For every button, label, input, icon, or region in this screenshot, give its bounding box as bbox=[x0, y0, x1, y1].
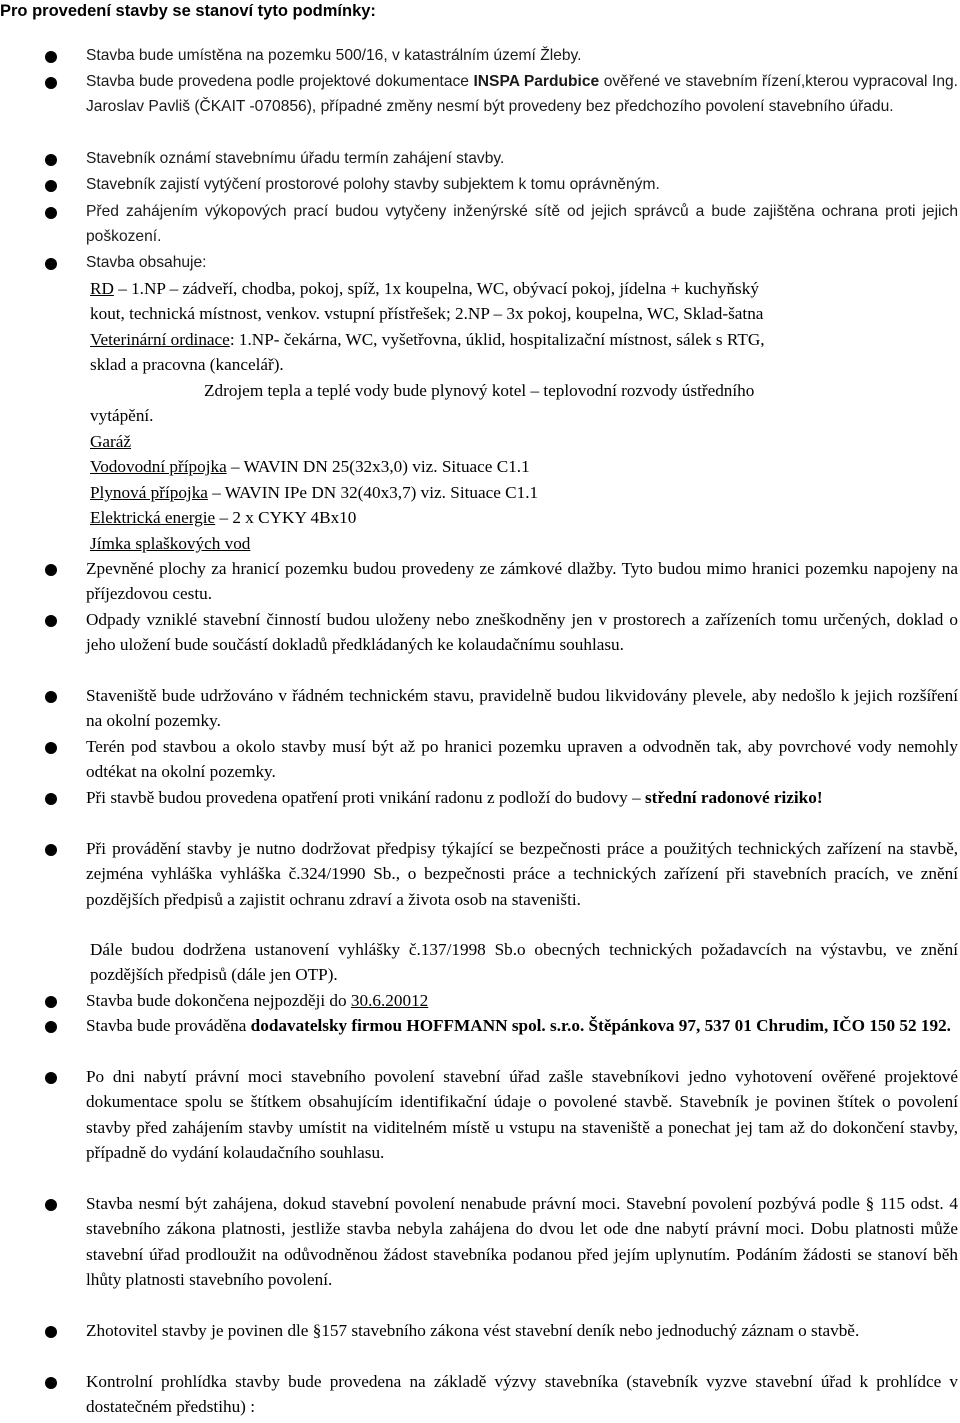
page-heading: Pro provedení stavby se stanoví tyto podmínky: bbox=[0, 2, 376, 20]
bullet-icon bbox=[45, 742, 57, 754]
contents-vet-2: sklad a pracovna (kancelář). bbox=[90, 355, 284, 374]
bullet-icon bbox=[45, 1199, 57, 1211]
radon-text: Při stavbě budou provedena opatření proti vnikání radonu z podloží do budovy – bbox=[86, 788, 645, 807]
contents-rd bbox=[90, 276, 956, 301]
contents-sump: Jímka splaškových vod bbox=[90, 534, 251, 553]
contents-vet bbox=[90, 327, 765, 352]
contents-rd-2: kout, technická místnost, venkov. vstupní přístřešek; 2.NP – 3x pokoj, koupelna, WC, Sklad-šatna bbox=[90, 304, 764, 323]
water-text: – WAVIN DN 25(32x3,0) viz. Situace C1.1 bbox=[226, 457, 530, 476]
bullet-icon bbox=[45, 51, 57, 63]
condition-documentation bbox=[86, 69, 958, 120]
condition-permit-label: Po dni nabytí právní moci stavebního povolení stavební úřad zašle stavebníkovi jedno vyhotovení ověřené projektové dokumentace spolu se štítkem obsahujícím identifikační údaje o povolené stavbě. Stavebník je povinen štítek o povolení stavby před zahájením stavby umístit na viditelném místě u vstupu na staveniště a ponechat jej tam až do dokončení stavby, případně do vydání kolaudačního souhlasu. bbox=[86, 1067, 958, 1163]
contractor-text: Stavba bude prováděna bbox=[86, 1016, 251, 1035]
contents-electric bbox=[90, 505, 356, 530]
bullet-icon bbox=[45, 996, 57, 1008]
bullet-icon bbox=[45, 564, 57, 576]
rd-text: – 1.NP – zádveří, chodba, pokoj, spíž, 1x koupelna, WC, obývací pokoj, jídelna + kuchyňský bbox=[113, 279, 759, 298]
condition-contractor bbox=[86, 1013, 958, 1038]
completion-text: Stavba bude dokončena nejpozději do bbox=[86, 991, 351, 1010]
condition-documentation-text: Stavba bude provedena podle projektové dokumentace bbox=[86, 73, 474, 90]
completion-date: 30.6.20012 bbox=[350, 991, 429, 1010]
electric-label: Elektrická energie bbox=[90, 508, 216, 527]
gas-label: Plynová přípojka bbox=[90, 483, 208, 502]
condition-waste: Odpady vzniklé stavební činností budou uloženy nebo zneškodněny jen v prostorech a zařízeních tomu určených, doklad o jeho uložení bude součástí dokladů předkládaných ke kolaudačnímu souhlasu. bbox=[86, 610, 958, 655]
water-label: Vodovodní přípojka bbox=[90, 457, 227, 476]
condition-permit-validity: Stavba nesmí být zahájena, dokud stavební povolení nenabude právní moci. Stavební povolení pozbývá podle § 115 odst. 4 stavebního zákona platnosti, jestliže stavba nebyla zahájena do dvou let ode dne nabytí právní moci. Dobu platnosti může stavební úřad prodloužit na odůvodněnou žádost stavebníka podanou před jejím uplynutím. Podáním žádosti se stanoví běh lhůty platnosti stavebního povolení. bbox=[86, 1194, 958, 1290]
condition-completion bbox=[86, 988, 958, 1013]
electric-text: – 2 x CYKY 4Bx10 bbox=[215, 508, 357, 527]
condition-site-diary: Zhotovitel stavby je povinen dle §157 stavebního zákona vést stavební deník nebo jednoduchý záznam o stavbě. bbox=[86, 1321, 860, 1340]
bullet-icon bbox=[45, 77, 57, 89]
contents-heating: Zdrojem tepla a teplé vody bude plynový kotel – teplovodní rozvody ústředního bbox=[204, 381, 755, 400]
bullet-icon bbox=[45, 1072, 57, 1084]
condition-contents: Stavba obsahuje: bbox=[86, 254, 207, 271]
condition-safety: Při provádění stavby je nutno dodržovat předpisy týkající se bezpečnosti práce a použitých technických zařízení na stavbě, zejména vyhláška vyhláška č.324/1990 Sb., o bezpečnosti práce a technických zařízení při stavebních pracích, ve znění pozdějších předpisů a zajistit ochranu zdraví a života osob na staveništi. bbox=[86, 839, 958, 909]
rd-label: RD bbox=[90, 279, 114, 298]
bullet-icon bbox=[45, 207, 57, 219]
contents-garage: Garáž bbox=[90, 432, 132, 451]
condition-utilities: Před zahájením výkopových prací budou vytyčeny inženýrské sítě od jejich správců a bude zajištěna ochrana proti jejich poškození. bbox=[86, 203, 958, 246]
vet-label: Veterinární ordinace bbox=[90, 330, 230, 349]
condition-terrain: Terén pod stavbou a okolo stavby musí být až po hranici pozemku upraven a odvodněn tak, aby povrchové vody nemohly odtékat na okolní pozemky. bbox=[86, 737, 958, 782]
gas-text: – WAVIN IPe DN 32(40x3,7) viz. Situace C1.1 bbox=[207, 483, 539, 502]
bullet-icon bbox=[45, 1021, 57, 1033]
condition-paved-areas: Zpevněné plochy za hranicí pozemku budou provedeny ze zámkové dlažby. Tyto budou mimo hranici pozemku napojeny na příjezdovou cestu. bbox=[86, 559, 958, 604]
bullet-icon bbox=[45, 793, 57, 805]
contents-water bbox=[90, 454, 530, 479]
bullet-icon bbox=[45, 691, 57, 703]
condition-radon bbox=[86, 785, 958, 810]
condition-safety-otp: Dále budou dodržena ustanovení vyhlášky č.137/1998 Sb.o obecných technických požadavcích na výstavbu, ve znění pozdějších předpisů (dále jen OTP). bbox=[90, 940, 958, 985]
contents-heating-2: vytápění. bbox=[90, 406, 154, 425]
condition-documentation-text-2: ověřené ve stavebním řízení,kterou vypracoval Ing. Jaroslav Pavliš (ČKAIT -070856), případné změny nesmí být provedeny bez předchozího povolení stavebního úřadu. bbox=[86, 73, 958, 116]
condition-site-maintenance: Staveniště bude udržováno v řádném technickém stavu, pravidelně budou likvidovány plevele, aby nedošlo k jejich rozšíření na okolní pozemky. bbox=[86, 686, 958, 731]
bullet-icon bbox=[45, 180, 57, 192]
condition-location: Stavba bude umístěna na pozemku 500/16, v katastrálním území Žleby. bbox=[86, 47, 582, 64]
bullet-icon bbox=[45, 154, 57, 166]
bullet-icon bbox=[45, 844, 57, 856]
bullet-icon bbox=[45, 258, 57, 270]
vet-text: : 1.NP- čekárna, WC, vyšetřovna, úklid, hospitalizační místnost, sálek s RTG, bbox=[229, 330, 765, 349]
bullet-icon bbox=[45, 1326, 57, 1338]
contractor-name: dodavatelsky firmou HOFFMANN spol. s.r.o. Štěpánkova 97, 537 01 Chrudim, IČO 150 52 192. bbox=[250, 1016, 951, 1035]
designer-name: INSPA Pardubice bbox=[473, 73, 600, 90]
condition-staking: Stavebník zajistí vytýčení prostorové polohy stavby subjektem k tomu oprávněným. bbox=[86, 176, 660, 193]
bullet-icon bbox=[45, 615, 57, 627]
condition-inspection: Kontrolní prohlídka stavby bude provedena na základě výzvy stavebníka (stavebník vyzve stavební úřad k prohlídce v dostatečném předstihu) : bbox=[86, 1372, 958, 1417]
contents-gas bbox=[90, 480, 538, 505]
condition-start-notice: Stavebník oznámí stavebnímu úřadu termín zahájení stavby. bbox=[86, 150, 505, 167]
radon-risk: střední radonové riziko! bbox=[644, 788, 823, 807]
bullet-icon bbox=[45, 1377, 57, 1389]
